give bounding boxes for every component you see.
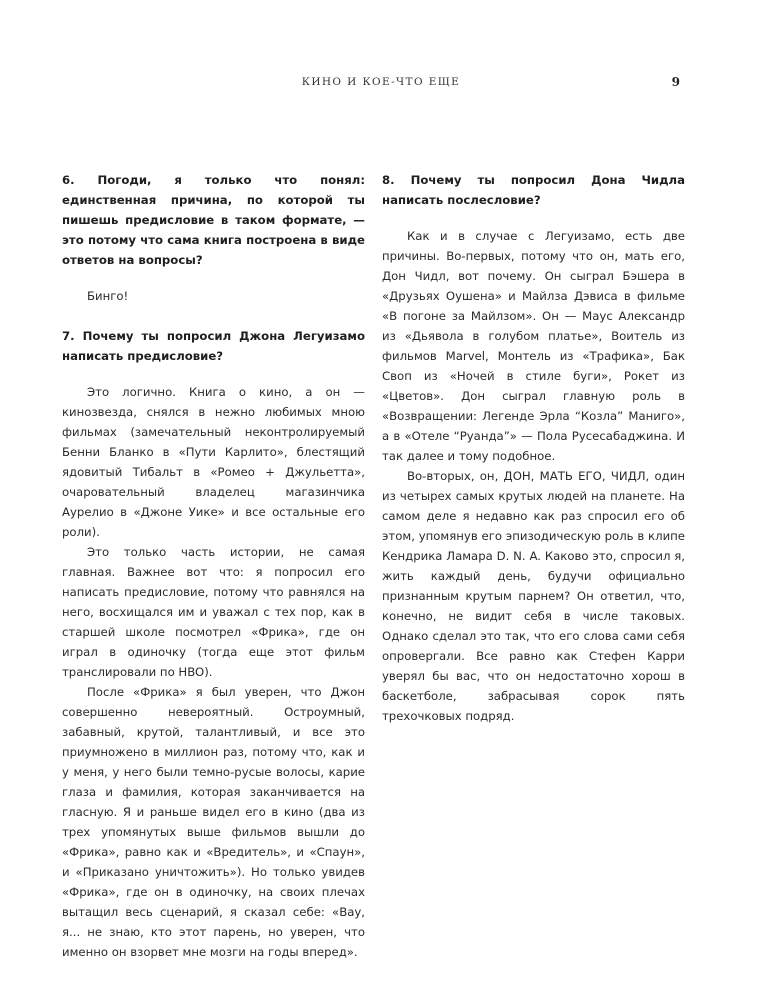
left-column [62,170,365,962]
answer-8-paragraph-2: Во-вторых, он, ДОН, МАТЬ ЕГО, ЧИДЛ, один из четырех самых крутых людей на планете. На самом деле я недавно как раз спросил его об этом, упомянув его эпизодическую роль в клипе Кендрика Ламара D. N. A. Каково это, спросил я, жить каждый день, будучи официально признанным крутым парнем? Он ответил, что, конечно, не видит себя в числе таковых. Однако сделал это так, что его слова сами себя опровергали. Все равно как Стефен Карри уверял бы вас, что он недостаточно хорош в баскетболе, забрасывая сорок пять трехочковых подряд. [382,469,685,723]
running-head: КИНО И КОЕ-ЧТО ЕЩЕ [301,76,461,88]
answer-7-paragraph-3: После «Фрика» я был уверен, что Джон совершенно невероятный. Остроумный, забавный, крутой, талантливый, и все это приумножено в миллион раз, потому что, как и у меня, у него были темно-русые волосы, карие глаза и фамилия, которая заканчивается на гласную. Я и раньше видел его в кино (два из трех упомянутых выше фильмов вышли до «Фрика», равно как и «Вредитель», и «Спаун», и «Приказано уничтожить»). Но только увидев «Фрика», где он в одиночку, на своих плечах вытащил весь сценарий, я сказал себе: «Вау, я... не знаю, кто этот парень, но уверен, что именно он взорвет мне мозги на годы вперед». [62,685,365,959]
answer-7-paragraph-2: Это только часть истории, не самая главная. Важнее вот что: я попросил его написать предисловие, потому что равнялся на него, восхищался им и уважал с тех пор, как в старшей школе посмотрел «Фрика», где он играл в одиночку (тогда еще этот фильм транслировали по HBO). [62,545,365,679]
question-8: 8. Почему ты попросил Дона Чидла написать послесловие? [382,173,685,207]
answer-6: Бинго! [87,289,129,303]
answer-7-paragraph-1: Это логично. Книга о кино, а он — кинозвезда, снялся в нежно любимых мною фильмах (замечательный неконтролируемый Бенни Бланко в «Пути Карлито», блестящий ядовитый Тибальт в «Ромео + Джульетта», очаровательный владелец магазинчика Аурелио в «Джоне Уике» и все остальные его роли). [62,385,365,539]
page-number: 9 [671,75,680,89]
question-6: 6. Погоди, я только что понял: единственная причина, по которой ты пишешь предисловие в таком формате, — это потому что сама книга построена в виде ответов на вопросы? [62,173,365,267]
right-column [382,170,685,726]
question-7: 7. Почему ты попросил Джона Легуизамо написать предисловие? [62,329,365,363]
answer-8-paragraph-1: Как и в случае с Легуизамо, есть две причины. Во-первых, потому что он, мать его, Дон Чидл, вот почему. Он сыграл Бэшера в «Друзьях Оушена» и Майлза Дэвиса в фильме «В погоне за Майлзом». Он — Маус Александр из «Дьявола в голубом платье», Воитель из фильмов Marvel, Монтель из «Трафика», Бак Своп из «Ночей в стиле буги», Рокет из «Цветов». Дон сыграл главную роль в «Возвращении: Легенде Эрла “Козла” Маниго», а в «Отеле “Руанда”» — Пола Русесабаджина. И так далее и тому подобное. [382,229,685,463]
